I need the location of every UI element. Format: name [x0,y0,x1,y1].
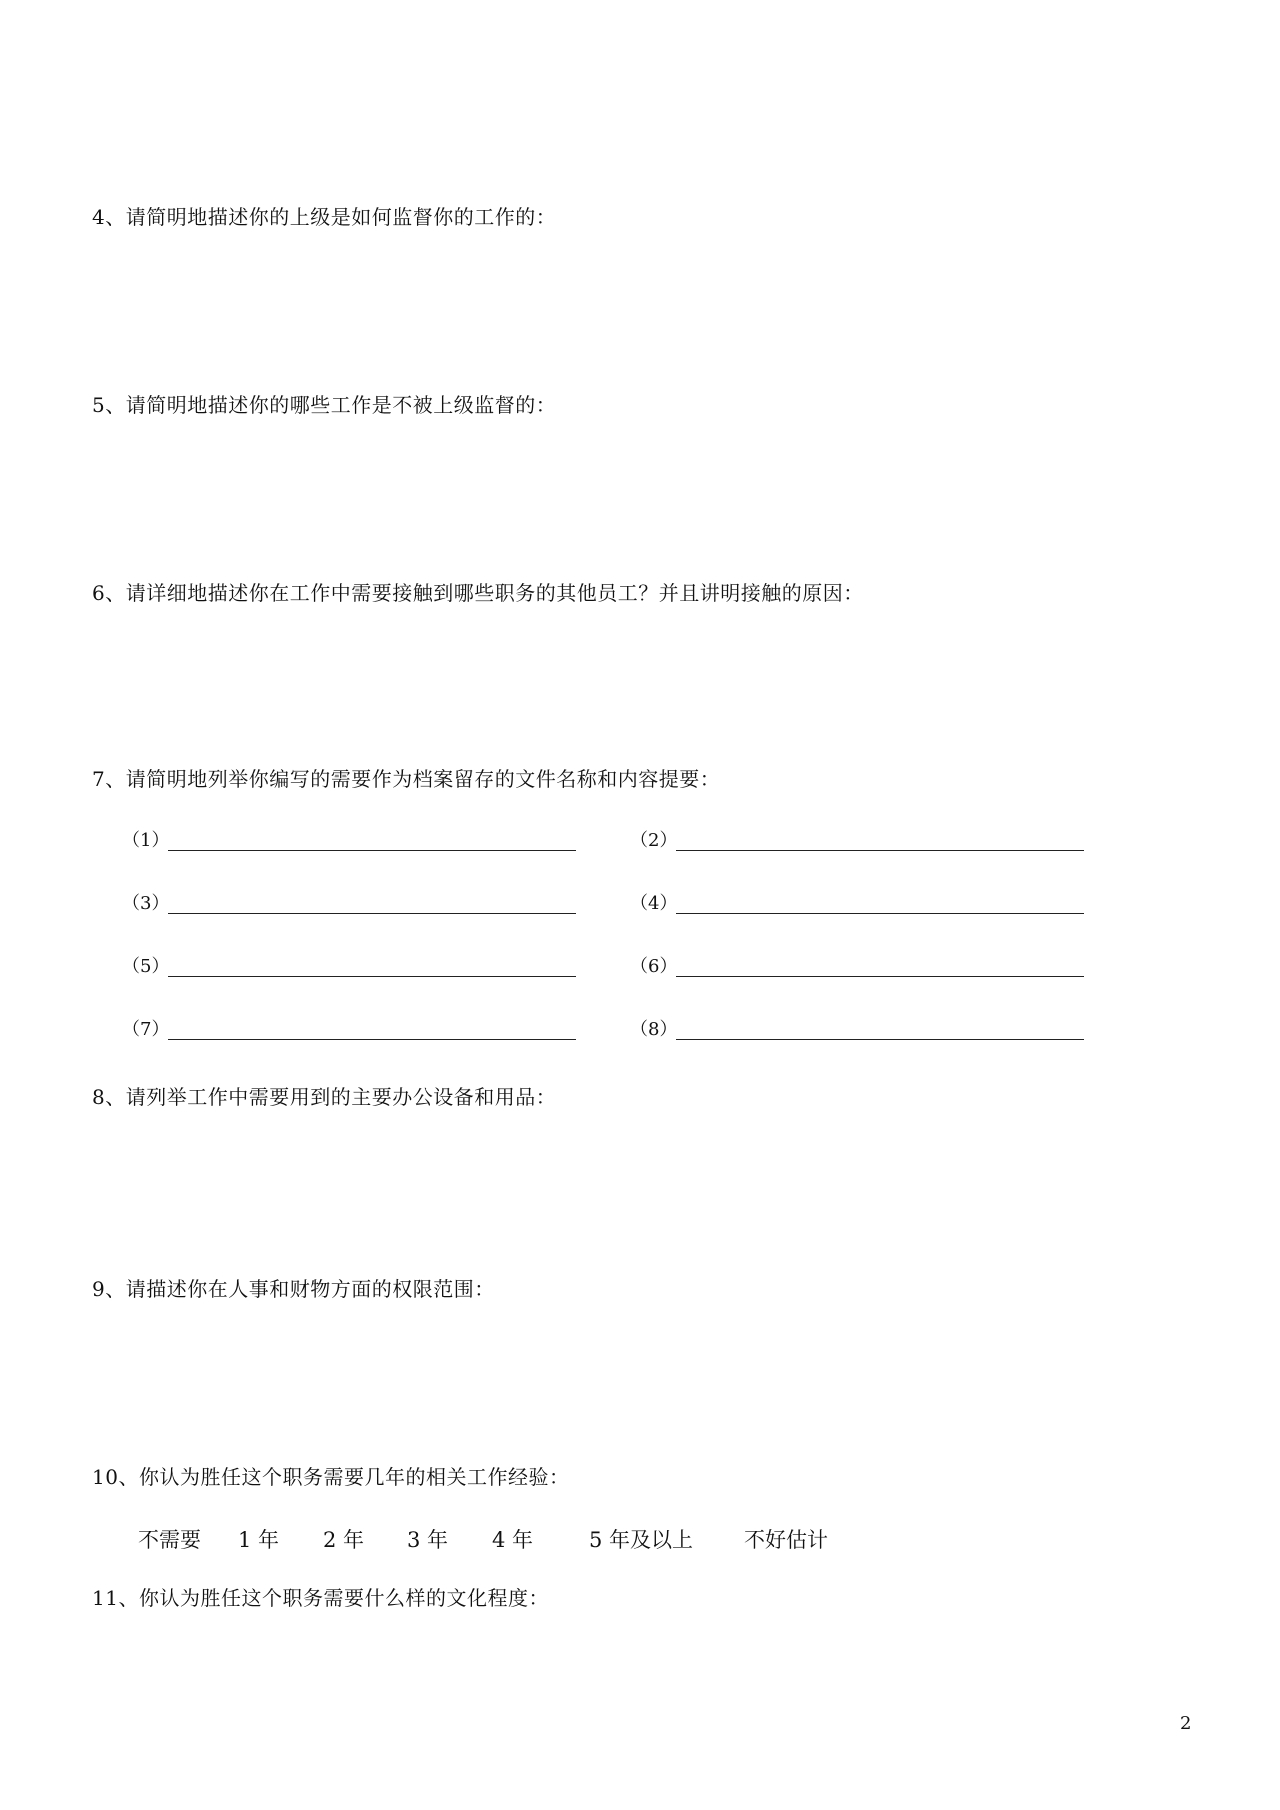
document-blank-label: （2） [630,830,678,851]
document-blank-label: （7） [122,1019,170,1040]
document-blank-label: （3） [122,893,170,914]
experience-option[interactable]: 1 年 [238,1528,280,1552]
question-8: 8、请列举工作中需要用到的主要办公设备和用品： [92,1085,557,1109]
question-5: 5、请简明地描述你的哪些工作是不被上级监督的： [92,393,557,417]
document-blank-5[interactable] [122,954,582,980]
question-11: 11、你认为胜任这个职务需要什么样的文化程度： [92,1586,549,1610]
underline [168,850,576,851]
document-blank-4[interactable] [630,891,1090,917]
document-blank-label: （6） [630,956,678,977]
document-blank-7[interactable] [122,1017,582,1043]
underline [676,913,1084,914]
document-blank-8[interactable] [630,1017,1090,1043]
document-blank-1[interactable] [122,828,582,854]
document-blank-3[interactable] [122,891,582,917]
question-7: 7、请简明地列举你编写的需要作为档案留存的文件名称和内容提要： [92,767,721,791]
experience-option[interactable]: 5 年及以上 [589,1528,694,1552]
underline [676,976,1084,977]
document-blank-label: （8） [630,1019,678,1040]
underline [168,913,576,914]
experience-option[interactable]: 不需要 [138,1528,201,1552]
experience-option[interactable]: 4 年 [492,1528,534,1552]
underline [676,850,1084,851]
document-blank-2[interactable] [630,828,1090,854]
underline [676,1039,1084,1040]
underline [168,976,576,977]
question-10: 10、你认为胜任这个职务需要几年的相关工作经验： [92,1465,570,1489]
experience-option[interactable]: 不好估计 [744,1528,828,1552]
question-6: 6、请详细地描述你在工作中需要接触到哪些职务的其他员工？并且讲明接触的原因： [92,581,864,605]
experience-option[interactable]: 2 年 [323,1528,365,1552]
document-blank-label: （5） [122,956,170,977]
experience-option[interactable]: 3 年 [407,1528,449,1552]
question-9: 9、请描述你在人事和财物方面的权限范围： [92,1277,495,1301]
question-4: 4、请简明地描述你的上级是如何监督你的工作的： [92,205,557,229]
underline [168,1039,576,1040]
document-blank-label: （1） [122,830,170,851]
document-blank-label: （4） [630,893,678,914]
document-blank-6[interactable] [630,954,1090,980]
page-number: 2 [1180,1713,1192,1734]
